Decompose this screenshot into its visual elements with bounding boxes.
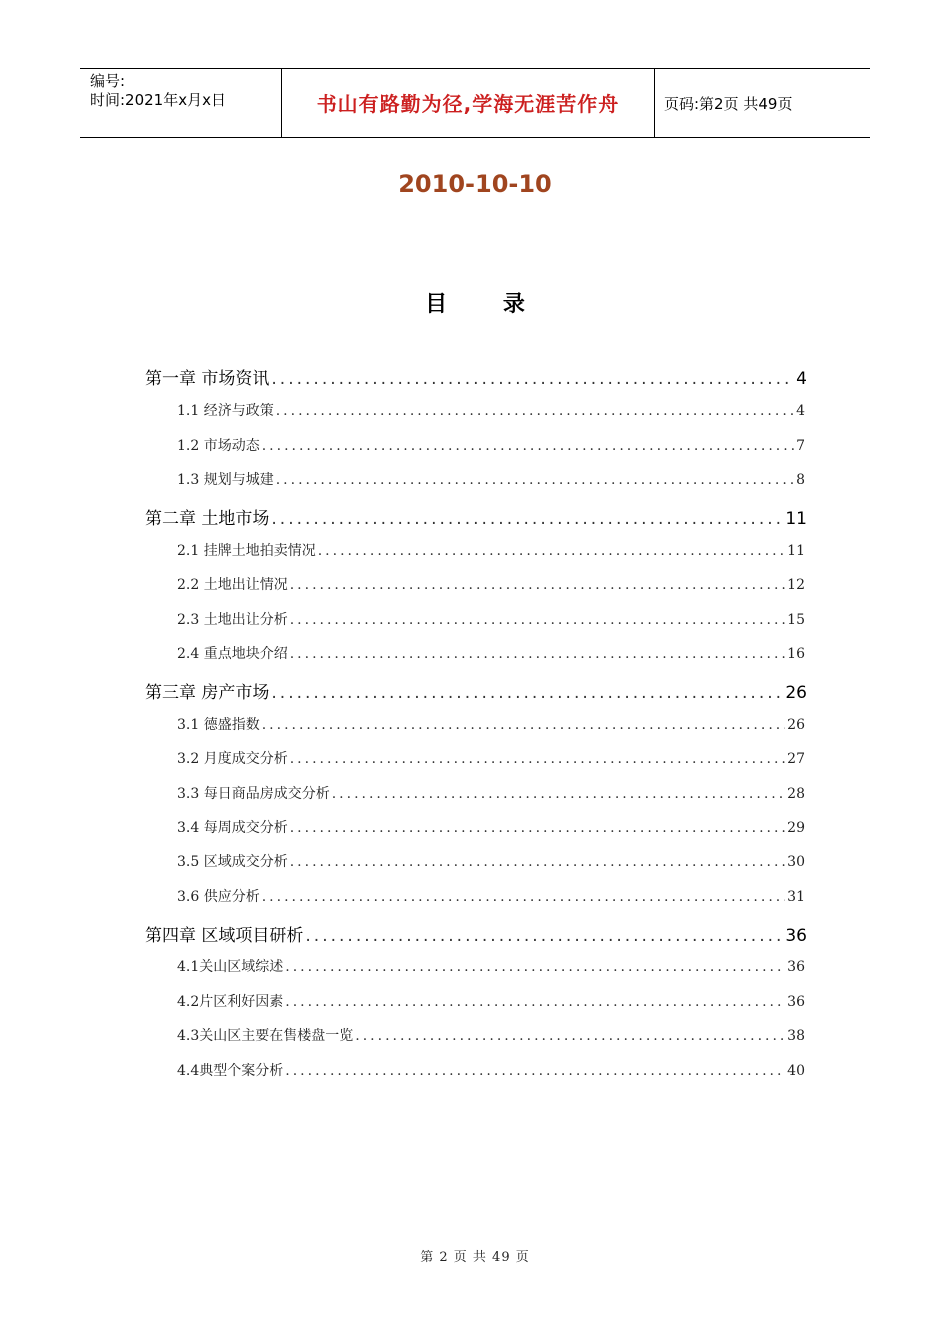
toc-section-entry[interactable] [177, 714, 805, 734]
toc-leader-dots [262, 717, 785, 733]
header-table [80, 68, 870, 138]
toc-entry-page: 36 [787, 959, 805, 975]
toc-entry-page: 12 [787, 577, 805, 593]
page-footer: 第 2 页 共 49 页 [420, 1250, 530, 1265]
toc-section-entry[interactable] [177, 400, 805, 420]
toc-section-entry[interactable] [177, 574, 805, 594]
toc-entry-title: 1.3 规划与城建 [177, 472, 274, 488]
toc-entry-title: 1.2 市场动态 [177, 438, 260, 454]
toc-leader-dots [290, 612, 785, 628]
toc-entry-title: 4.2片区利好因素 [177, 994, 284, 1010]
toc-leader-dots [271, 683, 783, 703]
toc-chapter-entry[interactable] [145, 504, 807, 529]
toc-entry-title: 3.4 每周成交分析 [177, 820, 288, 836]
toc-entry-page: 11 [787, 543, 805, 559]
toc-entry-title: 3.3 每日商品房成交分析 [177, 786, 330, 802]
toc-section-entry[interactable] [177, 956, 805, 976]
toc-section-entry[interactable] [177, 783, 805, 803]
toc-entry-title: 4.4典型个案分析 [177, 1063, 284, 1079]
number-label: 编号: [90, 72, 126, 90]
toc-section-entry[interactable] [177, 643, 805, 663]
toc-entry-page: 7 [796, 438, 805, 454]
document-date: 2010-10-10 [398, 170, 552, 198]
header-motto-cell [281, 69, 655, 137]
toc-section-entry[interactable] [177, 1025, 805, 1045]
toc-chapter-entry[interactable] [145, 678, 807, 703]
toc-leader-dots [355, 1028, 785, 1044]
toc-chapter-entry[interactable] [145, 921, 807, 946]
toc-entry-title: 第三章 房产市场 [145, 683, 270, 703]
toc-entry-title: 3.6 供应分析 [177, 889, 260, 905]
toc-chapter-entry[interactable] [145, 364, 807, 389]
toc-section-entry[interactable] [177, 991, 805, 1011]
toc-section-entry[interactable] [177, 851, 805, 871]
toc-entry-page: 38 [787, 1028, 805, 1044]
toc-entry-page: 28 [787, 786, 805, 802]
toc-entry-page: 29 [787, 820, 805, 836]
toc-entry-page: 11 [785, 509, 807, 529]
toc-leader-dots [271, 509, 783, 529]
toc-leader-dots [290, 577, 785, 593]
toc-entry-page: 40 [787, 1063, 805, 1079]
page-label: 页码:第2页 共49页 [664, 95, 793, 113]
toc-entry-page: 31 [787, 889, 805, 905]
toc-section-entry[interactable] [177, 886, 805, 906]
toc-entry-page: 4 [796, 403, 805, 419]
toc-leader-dots [285, 1063, 785, 1079]
toc-entry-title: 1.1 经济与政策 [177, 403, 274, 419]
toc-entry-title: 第四章 区域项目研析 [145, 926, 304, 946]
toc-section-entry[interactable] [177, 469, 805, 489]
toc-leader-dots [318, 543, 785, 559]
toc-leader-dots [290, 646, 785, 662]
header-meta-cell [80, 69, 280, 137]
toc-entry-title: 3.1 德盛指数 [177, 717, 260, 733]
toc-section-entry[interactable] [177, 540, 805, 560]
toc-entry-page: 30 [787, 854, 805, 870]
toc-section-entry[interactable] [177, 748, 805, 768]
time-label: 时间:2021年x月x日 [90, 91, 226, 109]
toc-section-entry[interactable] [177, 817, 805, 837]
toc-leader-dots [285, 994, 785, 1010]
toc-entry-title: 3.2 月度成交分析 [177, 751, 288, 767]
toc-entry-title: 4.3关山区主要在售楼盘一览 [177, 1028, 354, 1044]
toc-entry-page: 27 [787, 751, 805, 767]
toc-entry-page: 8 [796, 472, 805, 488]
toc-leader-dots [276, 472, 794, 488]
toc-leader-dots [285, 959, 785, 975]
toc-entry-page: 26 [787, 717, 805, 733]
toc-entry-title: 2.1 挂牌土地拍卖情况 [177, 543, 316, 559]
toc-leader-dots [262, 889, 785, 905]
toc-entry-title: 3.5 区域成交分析 [177, 854, 288, 870]
header-page-cell [654, 69, 870, 137]
toc-leader-dots [290, 820, 785, 836]
toc-entry-title: 2.3 土地出让分析 [177, 612, 288, 628]
toc-leader-dots [332, 786, 785, 802]
toc-entry-title: 第二章 土地市场 [145, 509, 270, 529]
toc-leader-dots [290, 854, 785, 870]
toc-entry-page: 4 [796, 369, 807, 389]
toc-entry-page: 16 [787, 646, 805, 662]
toc-title: 目 录 [425, 292, 549, 317]
toc-entry-title: 2.2 土地出让情况 [177, 577, 288, 593]
toc-entry-page: 36 [787, 994, 805, 1010]
toc-section-entry[interactable] [177, 435, 805, 455]
toc-entry-page: 15 [787, 612, 805, 628]
toc-section-entry[interactable] [177, 1060, 805, 1080]
toc-section-entry[interactable] [177, 609, 805, 629]
toc-entry-title: 2.4 重点地块介绍 [177, 646, 288, 662]
toc-leader-dots [271, 369, 794, 389]
toc-leader-dots [305, 926, 783, 946]
toc-entry-title: 4.1关山区域综述 [177, 959, 284, 975]
toc-leader-dots [276, 403, 794, 419]
toc-leader-dots [290, 751, 785, 767]
motto-text: 书山有路勤为径,学海无涯苦作舟 [316, 92, 620, 116]
toc-entry-title: 第一章 市场资讯 [145, 369, 270, 389]
toc-entry-page: 26 [785, 683, 807, 703]
toc-entry-page: 36 [785, 926, 807, 946]
toc-leader-dots [262, 438, 794, 454]
